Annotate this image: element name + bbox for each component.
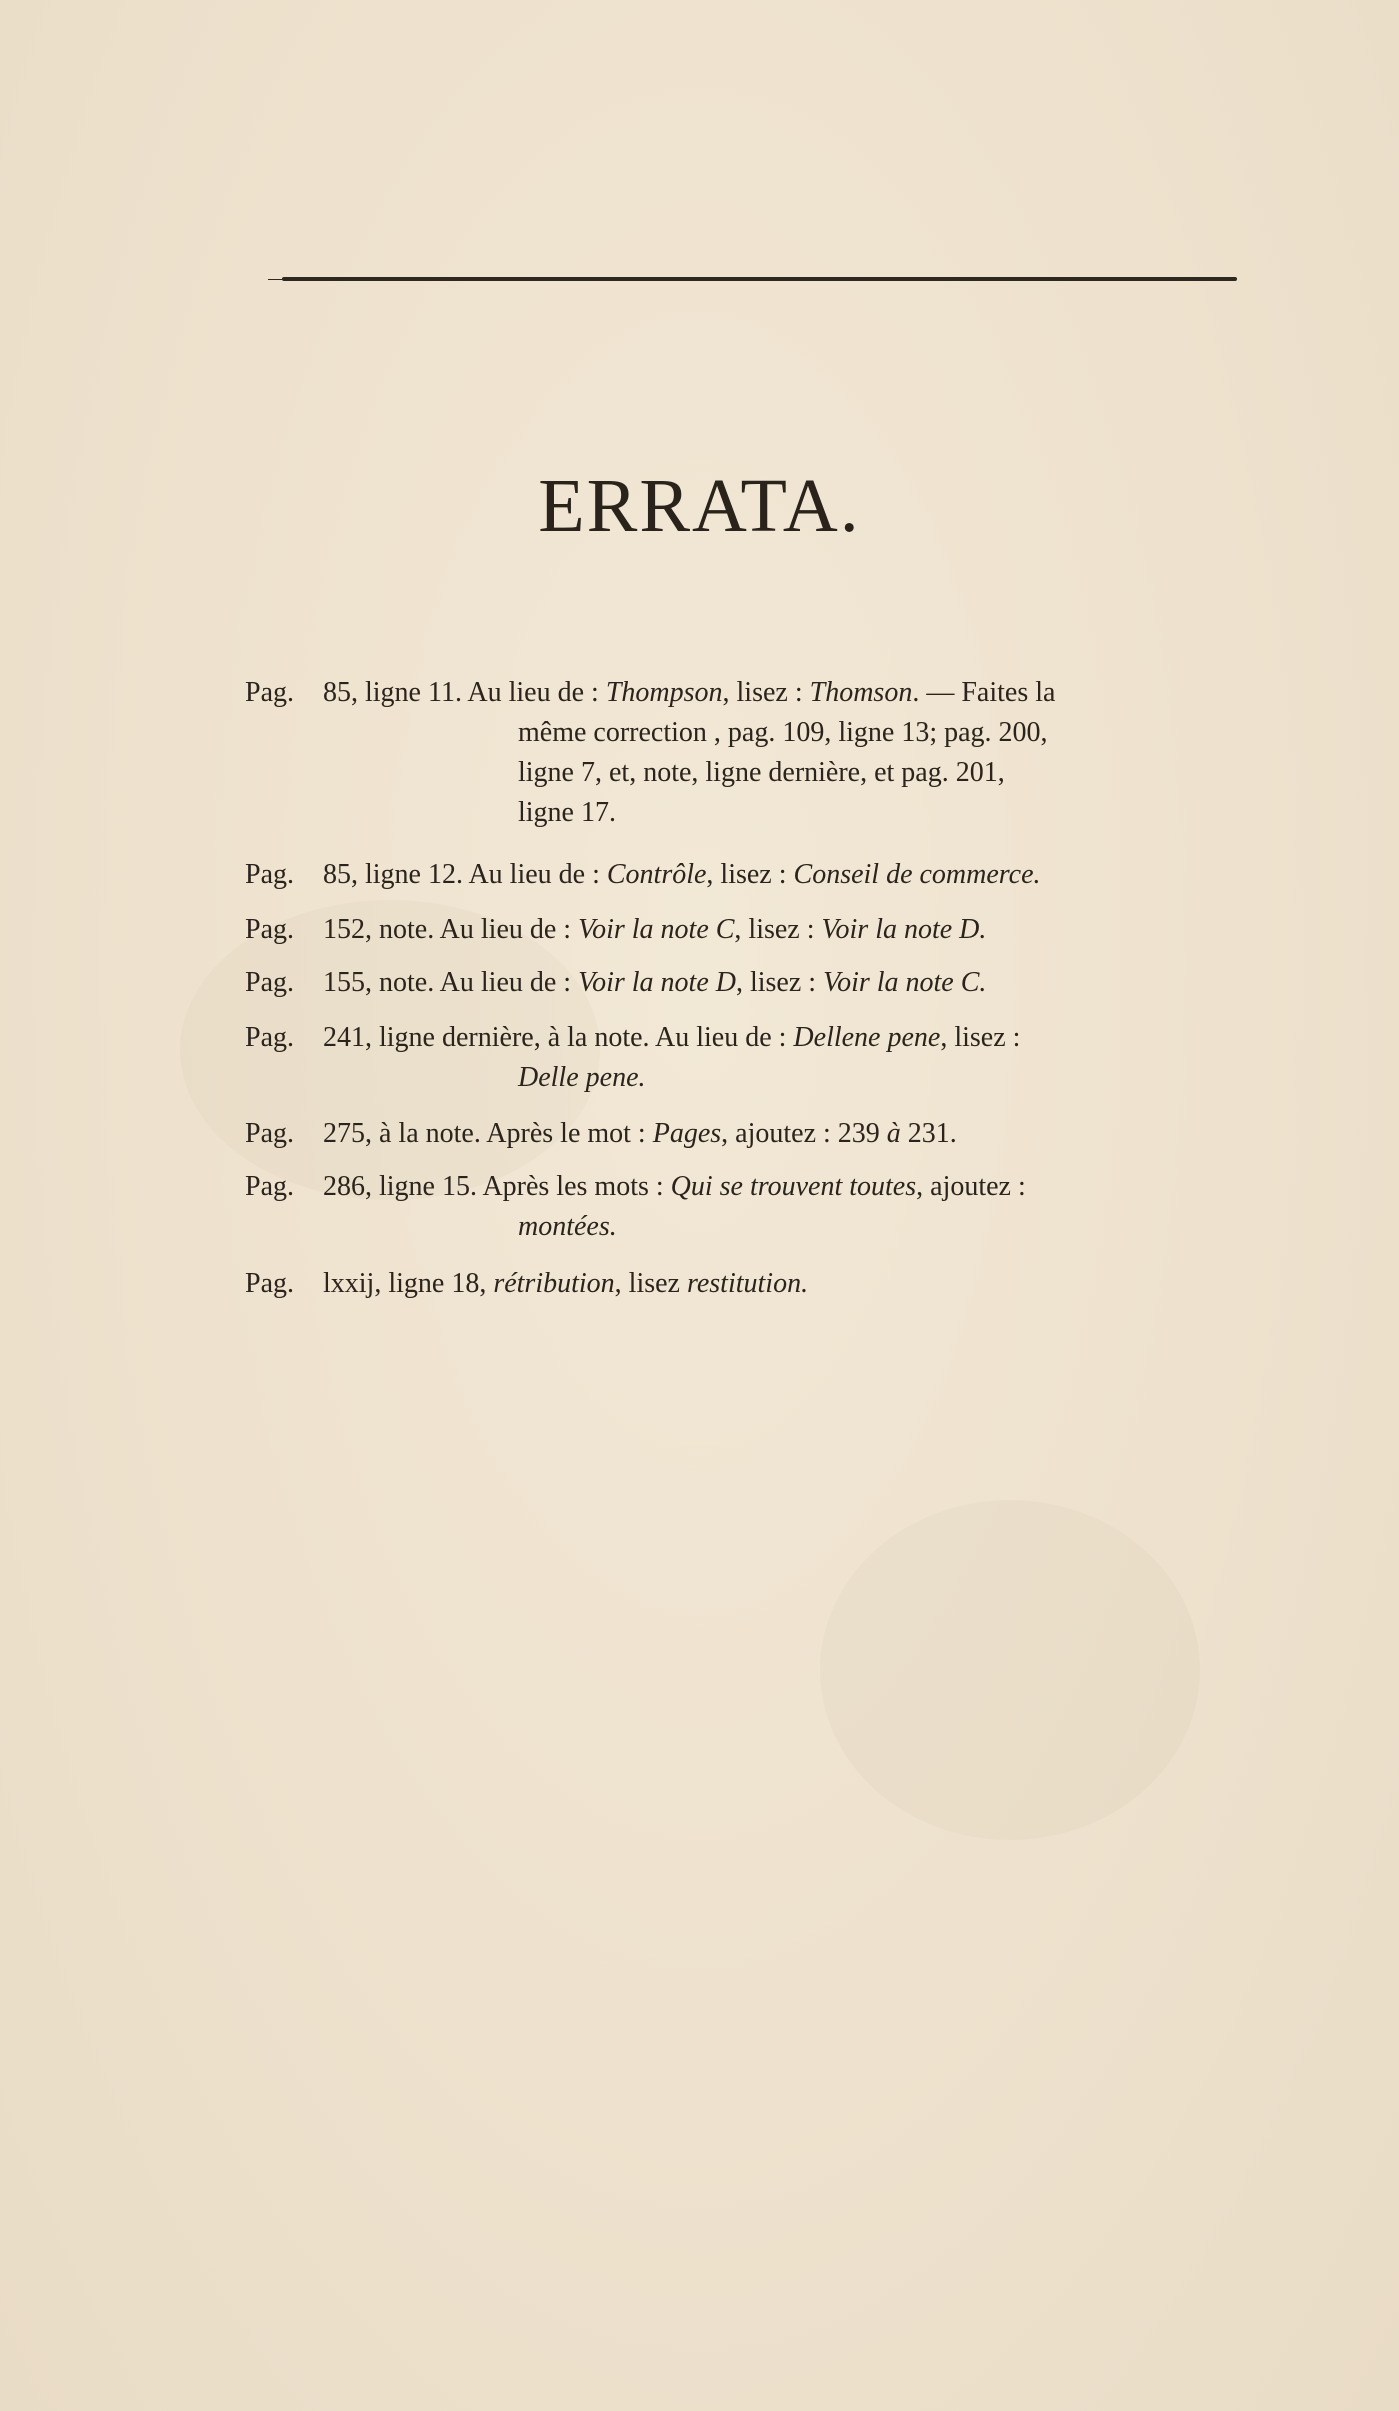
entry-line [245,1267,808,1301]
entry-text: 231. [900,1118,957,1149]
wrong-text: Voir la note D [578,967,736,998]
correct-text: Thomson [809,677,913,708]
entry-line [245,966,986,1000]
entry-text: , lisez : [722,677,810,708]
top-rule [282,277,1237,281]
pag-label: Pag. [245,1022,294,1053]
entry-line [518,756,1005,790]
entry-text: 155, note. Au lieu de : [323,967,579,998]
pag-label: Pag. [245,1171,294,1202]
entry-text: 85, ligne 11. Au lieu de : [323,677,606,708]
entry-line [245,1117,957,1151]
entry-text: 85, ligne 12. Au lieu de : [323,859,607,890]
pag-label: Pag. [245,914,294,945]
wrong-text: Thompson [605,677,723,708]
entry-text: . — Faites la [912,677,1056,708]
entry-line [245,1021,1020,1055]
entry-text: , ajoutez : [916,1171,1026,1202]
pag-label: Pag. [245,677,294,708]
entry-text: 286, ligne 15. Après les mots : [323,1171,671,1202]
entry-line [245,913,986,947]
entry-text: , lisez : [706,859,794,890]
entry-line [245,1170,1026,1204]
entry-text: , lisez [614,1268,687,1299]
page-title: ERRATA. [538,464,861,548]
entry-text: 275, à la note. Après le mot : [323,1118,653,1149]
correct-text: Voir la note D. [821,914,987,945]
entry-line [518,1061,646,1095]
quoted-word: Pages [652,1118,722,1149]
entry-text: même correction , pag. 109, ligne 13; pag. 200, [518,717,1048,748]
entry-text: , ajoutez : 239 [721,1118,887,1149]
entry-text: ligne 7, et, note, ligne dernière, et pag. 201, [518,757,1005,788]
pag-label: Pag. [245,967,294,998]
pag-label: Pag. [245,859,294,890]
correct-text: Voir la note C. [823,967,987,998]
entry-line [518,1210,617,1244]
wrong-text: Voir la note C [578,914,735,945]
wrong-text: Contrôle [606,859,707,890]
entry-text: ligne 17. [518,797,616,828]
paper-stain [820,1500,1200,1840]
entry-line [518,716,1048,750]
entry-text: lxxij, ligne 18, [323,1268,494,1299]
entry-line [245,676,1055,710]
entry-line [518,796,616,830]
entry-text: , lisez : [940,1022,1021,1053]
entry-text: 241, ligne dernière, à la note. Au lieu de : [323,1022,794,1053]
entry-text: , lisez : [735,967,824,998]
correct-text: Delle pene. [518,1062,646,1093]
correct-text: montées. [518,1211,617,1242]
correct-text: restitution. [686,1268,809,1299]
entry-line [245,858,1041,892]
wrong-text: Dellene pene [793,1022,941,1053]
entry-text: 152, note. Au lieu de : [323,914,579,945]
correct-text: Conseil de commerce. [793,859,1041,890]
entry-text: à [886,1118,901,1149]
wrong-text: rétribution [493,1268,615,1299]
pag-label: Pag. [245,1118,294,1149]
quoted-words: Qui se trouvent toutes [670,1171,917,1202]
entry-text: , lisez : [734,914,822,945]
pag-label: Pag. [245,1268,294,1299]
